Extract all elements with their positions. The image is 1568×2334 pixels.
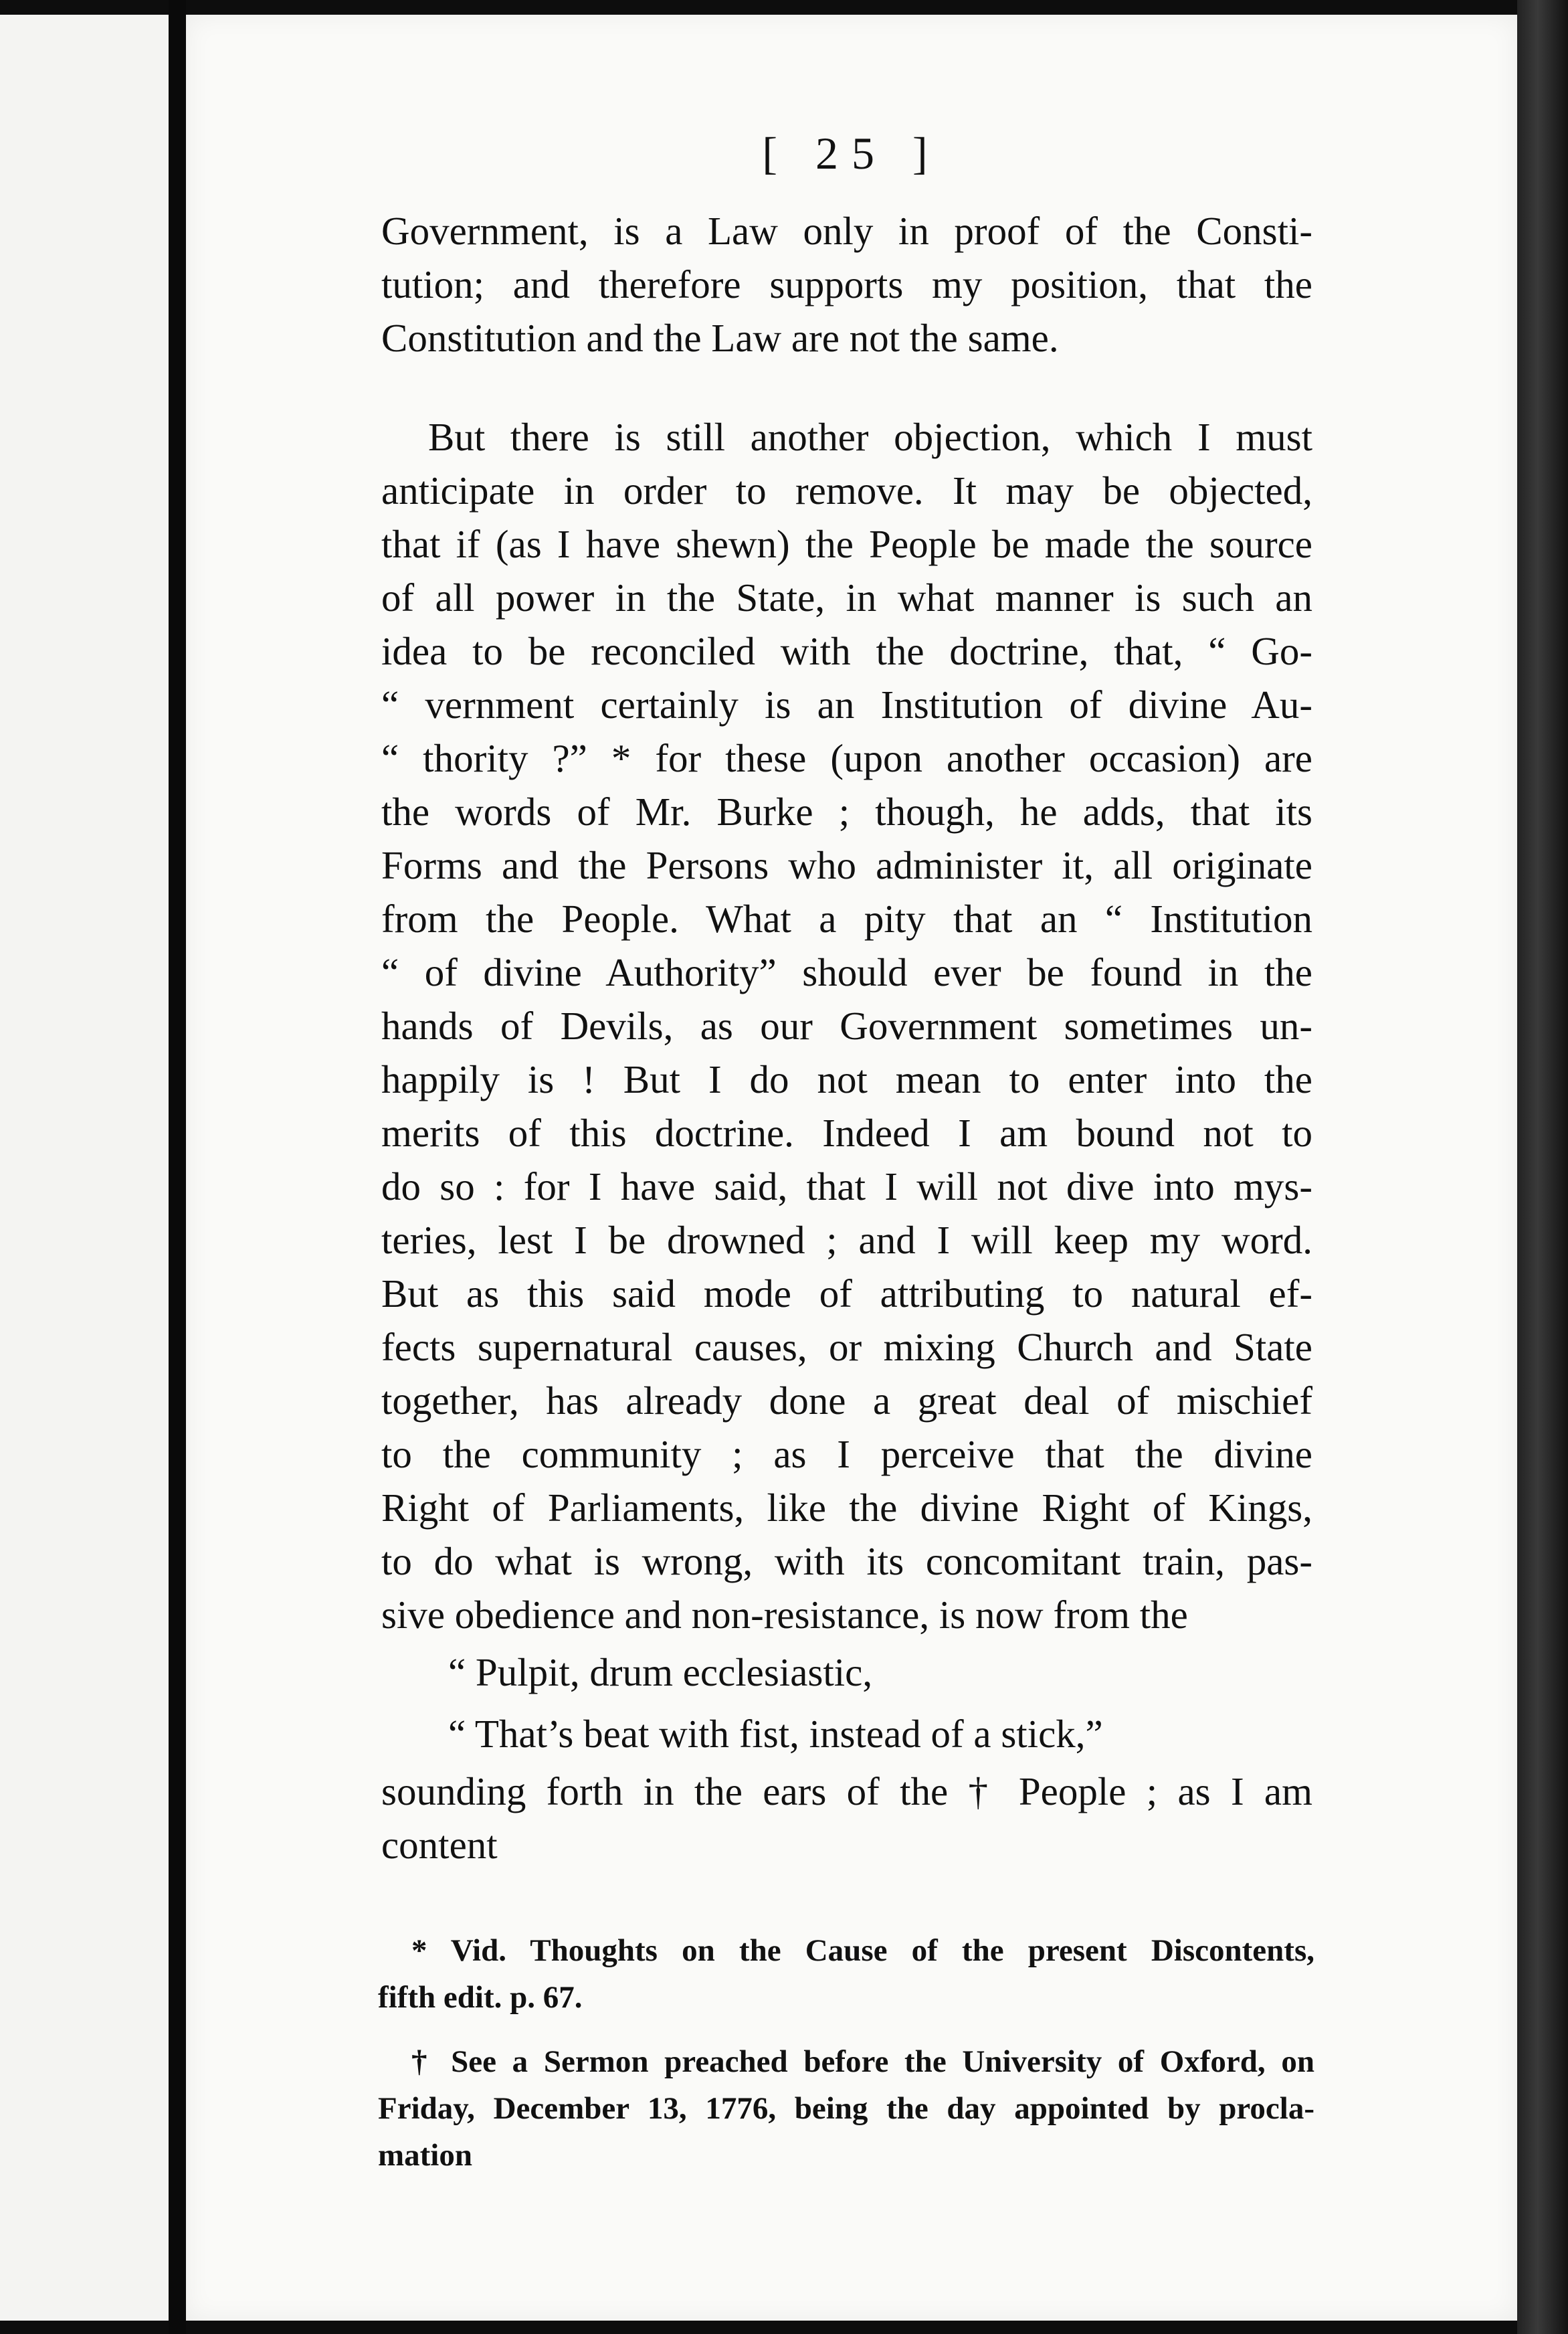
- text-line: sive obedience and non-resistance, is now from the: [381, 1593, 1188, 1637]
- text-line: Constitution and the Law are not the same.: [381, 316, 1059, 360]
- page-edge-shadow: [1517, 0, 1568, 2334]
- text-line: hands of Devils, as our Government sometimes un-: [381, 1004, 1312, 1048]
- footnotes: [378, 1927, 1314, 2179]
- catchword: content: [381, 1823, 498, 1867]
- text-line: fects supernatural causes, or mixing Church and State: [381, 1325, 1312, 1369]
- text-line: teries, lest I be drowned ; and I will keep my word.: [381, 1218, 1312, 1262]
- page-number-text: [ 25 ]: [762, 128, 941, 179]
- text-line: together, has already done a great deal of mischief: [381, 1378, 1312, 1423]
- text-line: “ thority ?” * for these (upon another occasion) are: [381, 736, 1312, 780]
- text-line: anticipate in order to remove. It may be objected,: [381, 468, 1312, 513]
- text-line: happily is ! But I do not mean to enter into the: [381, 1057, 1312, 1101]
- text-line: Forms and the Persons who administer it, all originate: [381, 843, 1312, 887]
- footnote-1: [378, 1927, 1314, 2021]
- footnote-2: [378, 2038, 1314, 2132]
- footnote-catchword: mation: [378, 2138, 472, 2173]
- text-line: “ vernment certainly is an Institution of divine Au-: [381, 683, 1312, 727]
- paragraph-3: [381, 1765, 1312, 1818]
- text-line: Right of Parliaments, like the divine Right of Kings,: [381, 1486, 1312, 1530]
- text-line: the words of Mr. Burke ; though, he adds, that its: [381, 790, 1312, 834]
- facing-page-edge: [0, 15, 169, 2321]
- footnote-line: † See a Sermon preached before the University of Oxford, on: [411, 2044, 1314, 2079]
- text-line: But there is still another objection, which I must: [428, 415, 1312, 459]
- text-line: that if (as I have shewn) the People be made the source: [381, 522, 1312, 566]
- verse-line: “ Pulpit, drum ecclesiastic,: [448, 1650, 873, 1694]
- text-line: tution; and therefore supports my position, that the: [381, 262, 1312, 306]
- text-line: from the People. What a pity that an “ Institution: [381, 897, 1312, 941]
- verse-line: “ That’s beat with fist, instead of a stick,”: [448, 1712, 1103, 1756]
- text-line: Government, is a Law only in proof of the Consti-: [381, 209, 1312, 253]
- text-line: “ of divine Authority” should ever be found in the: [381, 950, 1312, 994]
- footnote-line: Friday, December 13, 1776, being the day appointed by procla-: [378, 2091, 1314, 2126]
- body-text: [381, 204, 1312, 1872]
- text-line: merits of this doctrine. Indeed I am bound not to: [381, 1111, 1312, 1155]
- text-line: of all power in the State, in what manner is such an: [381, 575, 1312, 620]
- book-gutter: [169, 0, 186, 2334]
- text-line: idea to be reconciled with the doctrine, that, “ Go-: [381, 629, 1312, 673]
- page-number: [186, 127, 1517, 180]
- text-line: But as this said mode of attributing to natural ef-: [381, 1271, 1312, 1316]
- text-line: to do what is wrong, with its concomitant train, pas-: [381, 1539, 1312, 1583]
- footnote-line: * Vid. Thoughts on the Cause of the present Discontents,: [411, 1933, 1314, 1968]
- paragraph-2: [381, 410, 1312, 1641]
- paragraph-1: [381, 204, 1312, 365]
- footnote-line: fifth edit. p. 67.: [378, 1980, 583, 2015]
- text-line: sounding forth in the ears of the † People ; as I am: [381, 1769, 1312, 1813]
- text-line: to the community ; as I perceive that the divine: [381, 1432, 1312, 1476]
- text-line: do so : for I have said, that I will not dive into mys-: [381, 1164, 1312, 1208]
